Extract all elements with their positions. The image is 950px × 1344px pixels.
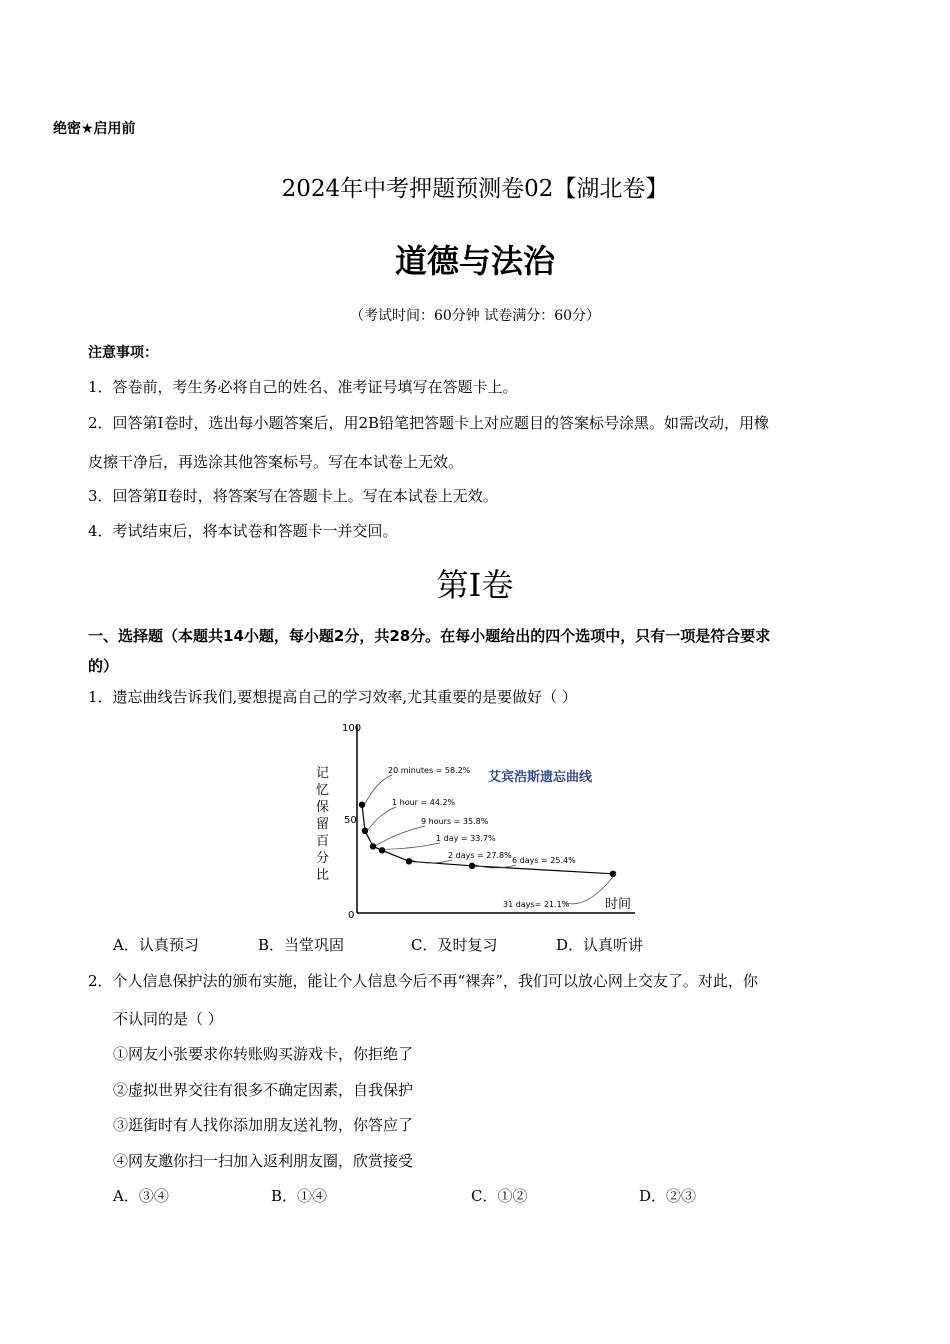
subject-title: 道德与法治	[394, 242, 555, 280]
data-label: 2 days = 27.8%	[448, 851, 512, 860]
q2-statement-4: ④网友邀你扫一扫加入返利朋友圈，欣赏接受	[113, 1152, 414, 1170]
q1-option-b: B．当堂巩固	[258, 936, 345, 954]
question-2-stem-cont: 不认同的是（ ）	[113, 1010, 223, 1028]
y-axis-label-char: 百	[316, 834, 330, 849]
q1-option-d: D．认真听讲	[556, 936, 644, 954]
y-axis-label-char: 比	[316, 868, 330, 883]
label-leader-line	[385, 843, 440, 849]
y-tick-label: 50	[344, 815, 357, 826]
notice-item: 3．回答第Ⅱ卷时，将答案写在答题卡上。写在本试卷上无效。	[88, 487, 498, 505]
q1-option-a: A．认真预习	[113, 936, 199, 954]
exam-info: （考试时间：60分钟 试卷满分：60分）	[349, 308, 601, 324]
data-label: 6 days = 25.4%	[512, 856, 576, 865]
data-point	[406, 858, 412, 864]
notice-item: 1．答卷前，考生务必将自己的姓名、准考证号填写在答题卡上。	[88, 378, 518, 396]
q2-option-c: C．①②	[471, 1187, 528, 1205]
y-axis-label-char: 保	[316, 800, 330, 815]
y-tick-label: 0	[348, 910, 355, 920]
notice-item: 2．回答第Ⅰ卷时，选出每小题答案后，用2B铅笔把答题卡上对应题目的答案标号涂黑。如需改动，用橡	[88, 414, 770, 432]
data-point	[469, 863, 475, 869]
label-leader-line	[365, 775, 392, 804]
y-axis-label-char: 留	[316, 817, 330, 832]
chart-title: 艾宾浩斯遗忘曲线	[488, 770, 593, 785]
data-label: 1 hour = 44.2%	[392, 798, 456, 807]
data-point	[370, 843, 376, 849]
section-heading-cont: 的）	[88, 657, 119, 675]
data-point	[359, 802, 365, 808]
secret-mark: 绝密★启用前	[53, 121, 136, 137]
y-axis-label-char: 记	[316, 766, 330, 781]
y-tick-label: 100	[342, 723, 362, 734]
q2-statement-2: ②虚拟世界交往有很多不确定因素，自我保护	[113, 1081, 414, 1099]
exam-title: 2024年中考押题预测卷02【湖北卷】	[281, 176, 669, 202]
q2-statement-3: ③逛街时有人找你添加朋友送礼物，你答应了	[113, 1116, 414, 1134]
y-axis-label	[316, 766, 329, 883]
data-point	[379, 847, 385, 853]
label-leader-line	[368, 807, 396, 830]
x-axis-label: 时间	[605, 897, 632, 912]
y-axis-label-char: 分	[316, 851, 330, 866]
notice-item: 4．考试结束后，将本试卷和答题卡一并交回。	[88, 522, 398, 540]
section-heading: 一、选择题（本题共14小题，每小题2分，共28分。在每小题给出的四个选项中，只有一项是符合要求	[88, 627, 771, 645]
y-axis-label-char: 忆	[316, 783, 330, 798]
question-1-stem: 1．遗忘曲线告诉我们,要想提高自己的学习效率,尤其重要的是要做好（ ）	[88, 688, 577, 706]
q2-statement-1: ①网友小张要求你转账购买游戏卡，你拒绝了	[113, 1045, 414, 1063]
data-point	[362, 828, 368, 834]
data-label: 1 day = 33.7%	[436, 834, 496, 843]
question-2-stem: 2．个人信息保护法的颁布实施，能让个人信息今后不再“裸奔”，我们可以放心网上交友了。对此，你	[88, 972, 758, 990]
notice-heading: 注意事项：	[88, 345, 158, 361]
notice-item: 皮擦干净后，再选涂其他答案标号。写在本试卷上无效。	[88, 453, 464, 471]
q2-option-b: B．①④	[271, 1187, 328, 1205]
q2-option-a: A．③④	[113, 1187, 169, 1205]
forgetting-curve-chart	[300, 715, 645, 920]
data-label: 9 hours = 35.8%	[421, 817, 489, 826]
q1-option-c: C．及时复习	[411, 936, 498, 954]
data-label: 20 minutes = 58.2%	[388, 766, 471, 775]
q2-option-d: D．②③	[639, 1187, 697, 1205]
data-label: 31 days= 21.1%	[503, 900, 570, 909]
part-title: 第Ⅰ卷	[436, 566, 514, 604]
label-leader-line	[376, 826, 425, 845]
